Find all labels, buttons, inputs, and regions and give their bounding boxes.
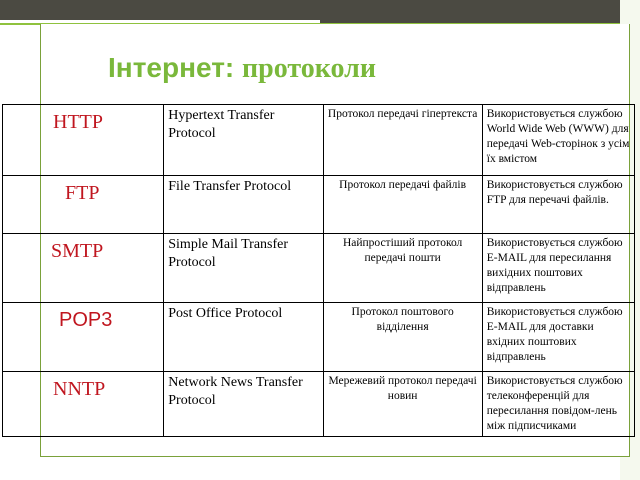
protocol-usage: Використовується службою World Wide Web (WWW) для передачі Web-сторінок з усім їх вмістом <box>482 105 634 176</box>
protocol-description: Протокол передачі гіпертекста <box>323 105 482 176</box>
protocol-name: File Transfer Protocol <box>164 176 323 234</box>
protocol-abbr: FTP <box>65 182 100 204</box>
table-row <box>3 176 635 234</box>
slide-banner <box>320 0 628 24</box>
protocol-usage: Використовується службою E-MAIL для доставки вхідних поштових відправлень <box>482 303 634 372</box>
protocol-name: Hypertext Transfer Protocol <box>164 105 323 176</box>
protocol-name: Post Office Protocol <box>164 303 323 372</box>
protocol-abbr-cell <box>3 105 164 176</box>
table-row <box>3 372 635 437</box>
slide-title-word1: Інтернет: <box>108 52 235 83</box>
protocol-usage: Використовується службою FTP для перечачі файлів. <box>482 176 634 234</box>
protocol-usage: Використовується службою телеконференцій для пересилання повідом-лень між підписчиками <box>482 372 634 437</box>
protocol-abbr: POP3 <box>59 309 113 331</box>
protocol-abbr-cell <box>3 176 164 234</box>
table-row <box>3 303 635 372</box>
protocol-abbr-cell <box>3 372 164 437</box>
table-row <box>3 105 635 176</box>
protocol-abbr-cell <box>3 234 164 303</box>
protocol-abbr: NNTP <box>53 378 106 400</box>
protocol-description: Найпростіший протокол передачі пошти <box>323 234 482 303</box>
protocol-description: Протокол поштового відділення <box>323 303 482 372</box>
table-row <box>3 234 635 303</box>
slide-title-word2: протоколи <box>242 53 376 84</box>
protocol-description: Мережевий протокол передачі новин <box>323 372 482 437</box>
protocol-name: Simple Mail Transfer Protocol <box>164 234 323 303</box>
slide-title <box>108 52 376 85</box>
protocols-table <box>2 104 635 437</box>
protocol-usage: Використовується службою E-MAIL для пересилання вихідних поштових відправлень <box>482 234 634 303</box>
protocol-abbr-cell <box>3 303 164 372</box>
protocol-abbr: SMTP <box>51 240 104 262</box>
protocol-abbr: HTTP <box>53 111 103 133</box>
protocol-description: Протокол передачі файлів <box>323 176 482 234</box>
protocol-name: Network News Transfer Protocol <box>164 372 323 437</box>
